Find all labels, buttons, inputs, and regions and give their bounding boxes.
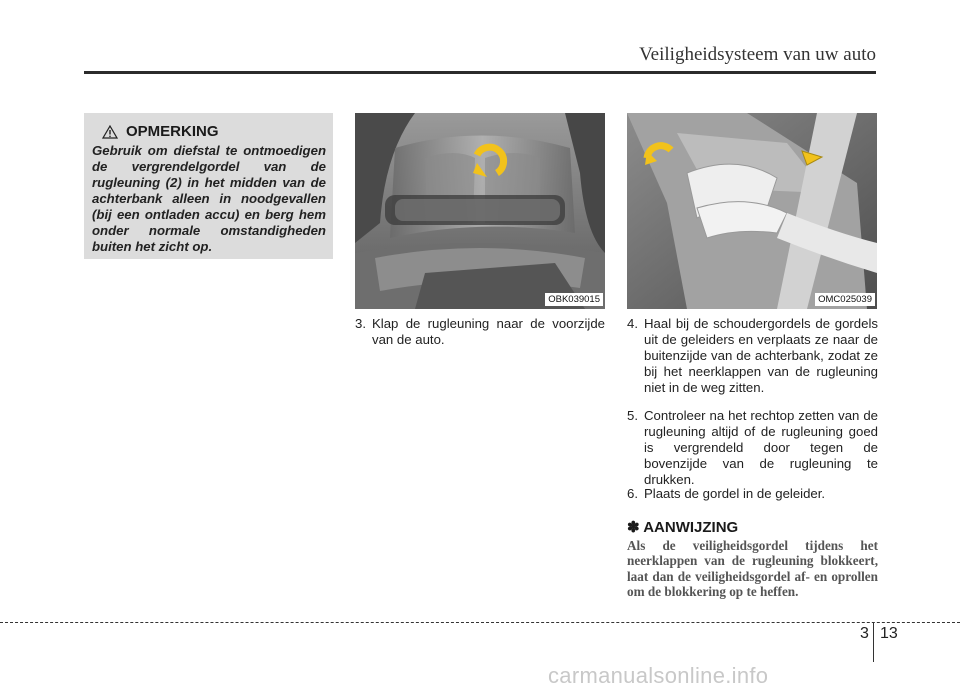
aanwijzing-heading [627,518,738,536]
step-text: Controleer na het rechtop zetten van de rugleuning altijd of de rugleuning goed is vergrendeld door tegen de bovenzijde van de rugleuning te drukken. [644,408,878,487]
header-rule [84,71,876,74]
page-header-title: Veiligheidsysteem van uw auto [639,44,876,65]
aanwijzing-title: AANWIJZING [643,519,739,536]
rear-seat-illustration [355,113,605,309]
figure-code: OBK039015 [545,293,603,306]
asterisk-icon: ✽ [627,519,640,536]
figure-code: OMC025039 [815,293,875,306]
note-box [84,113,333,259]
step-text: Plaats de gordel in de geleider. [644,486,826,501]
rear-seat-image [355,113,605,309]
step-number: 6. [627,486,638,501]
step-number: 5. [627,408,638,423]
aanwijzing-body: Als de veiligheidsgordel tijdens het neerklappen van de rugleuning blokkeert, laat dan de veiligheidsgordel af- en oprollen om de blokkering op te heffen. [627,538,878,599]
watermark: carmanualsonline.info [548,663,769,688]
step-5 [627,408,878,488]
step-3 [355,316,605,348]
footer-dashed-rule [0,622,960,623]
step-text: Klap de rugleuning naar de voorzijde van de auto. [372,316,605,347]
note-title: OPMERKING [126,123,219,140]
step-6 [627,486,878,502]
seatbelt-guide-illustration [627,113,877,309]
note-heading [92,123,326,140]
warning-triangle-icon [102,125,118,139]
step-number: 4. [627,316,638,331]
step-4 [627,316,878,396]
step-number: 3. [355,316,366,331]
seatbelt-guide-image [627,113,877,309]
note-body: Gebruik om diefstal te ontmoedigen de vergrendelgordel van de rugleuning (2) in het midden van de achterbank alleen in noodgevallen (bij een ontladen accu) en berg hem onder normale omstandigheden buiten het zicht op. [92,143,326,254]
page-number-value: 13 [880,625,898,642]
step-text: Haal bij de schoudergordels de gordels uit de geleiders en verplaats ze naar de buitenzijde van de achterbank, zodat ze bij het neerklappen van de rugleuning niet in de weg zitten. [644,316,878,395]
page-number-separator [873,622,874,662]
section-number: 3 [860,625,869,642]
